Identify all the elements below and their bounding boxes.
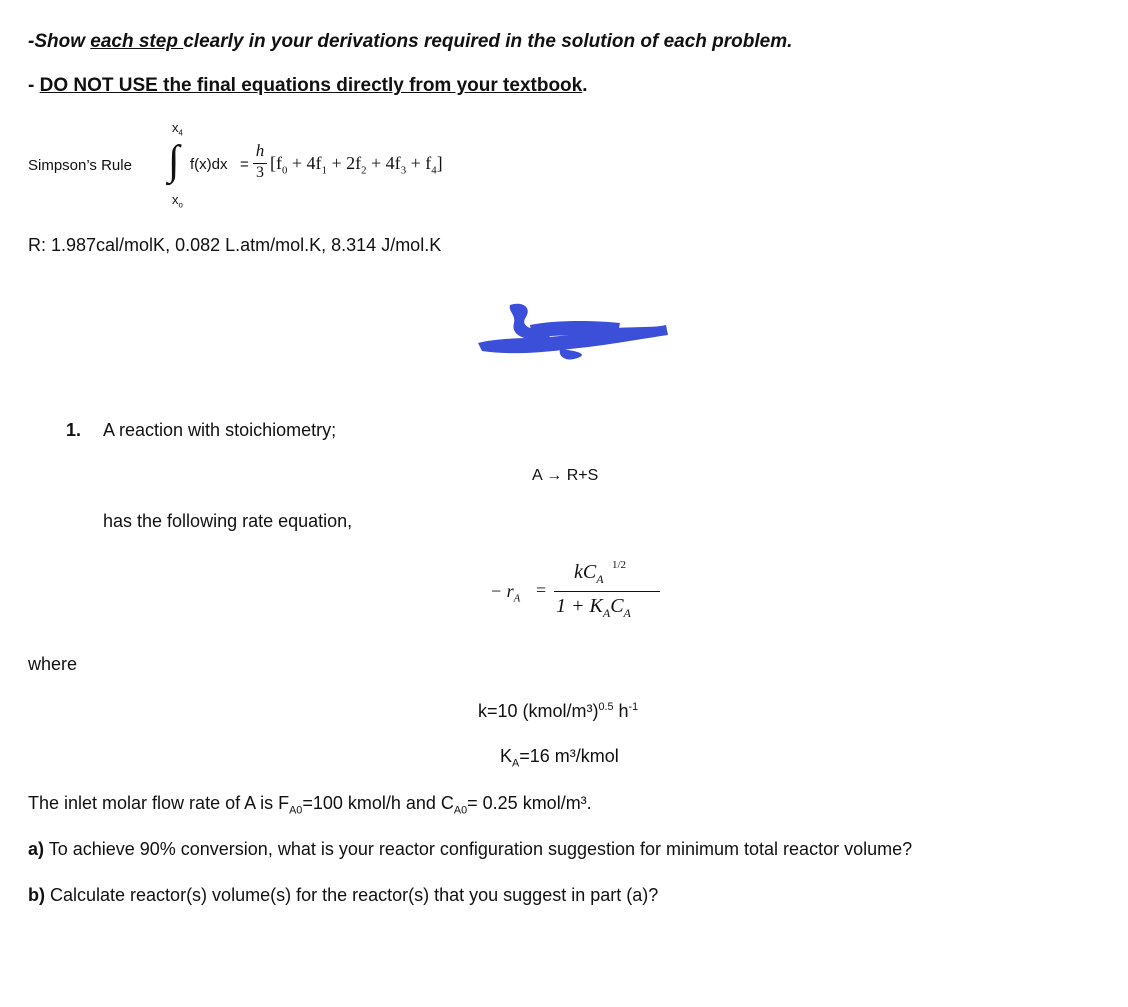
inlet-conditions: The inlet molar flow rate of A is $F_{A0}=100$ kmol/h and $C_{A0}= 0.25$ kmol/m³.: [28, 793, 592, 817]
instruction-dash: -: [28, 75, 40, 96]
question-part-a: a) To achieve 90% conversion, what is your reactor configuration suggestion for minimum total reactor volume?: [28, 839, 913, 859]
frac-denominator: 3: [256, 164, 264, 181]
adsorption-constant-ka: $K_A=16$ m³/kmol: [500, 746, 619, 770]
instruction-rest: clearly in your derivations required in the solution of each problem.: [183, 31, 793, 52]
integrand: f(x)dx: [190, 156, 228, 173]
rate-equals: =: [536, 580, 547, 600]
rate-denominator: $1 + K_AC_A$: [556, 595, 631, 620]
question-part-b: b) Calculate reactor(s) volume(s) for the reactor(s) that you suggest in part (a)?: [28, 885, 659, 905]
instruction-line-2: [28, 75, 588, 97]
instruction-emphasis: each step: [90, 31, 184, 52]
instruction-period: .: [582, 75, 588, 96]
simpson-label: Simpson’s Rule: [28, 157, 132, 174]
reaction-equation: A → R+S: [532, 467, 599, 484]
problem-number: 1.: [66, 420, 82, 440]
rate-constant-k: k=10 (kmol/m³)$^{0.5}$ $h^{-1}$: [478, 701, 639, 721]
integral-sign: ∫: [168, 138, 180, 184]
rate-exponent: 1/2: [612, 559, 627, 571]
rate-numerator: $kC_A$: [574, 561, 604, 586]
instruction-prefix: -Show: [28, 31, 91, 52]
gas-constant: R: 1.987cal/molK, 0.082 L.atm/mol.K, 8.314 J/mol.K: [28, 235, 442, 255]
lower-limit: $x_o$: [172, 192, 183, 210]
instruction-line-1: [28, 31, 792, 53]
frac-numerator: h: [255, 141, 265, 160]
instruction-warning: DO NOT USE the final equations directly from your textbook: [39, 75, 583, 96]
simpson-formula: [160, 120, 500, 212]
upper-limit: $x_4$: [172, 120, 183, 138]
rate-lhs: − $r_A$: [490, 581, 521, 605]
where-label: where: [28, 654, 78, 674]
rate-fraction-bar: [554, 591, 660, 592]
equals-sign: =: [240, 156, 249, 173]
rate-equation: [490, 555, 670, 631]
rate-intro: has the following rate equation,: [103, 511, 353, 531]
redaction-scribble: [470, 295, 680, 365]
problem-intro: A reaction with stoichiometry;: [103, 420, 337, 440]
simpson-expression: $[f_0 + 4f_1 + 2f_2 + 4f_3 + f_4]$: [270, 153, 443, 177]
